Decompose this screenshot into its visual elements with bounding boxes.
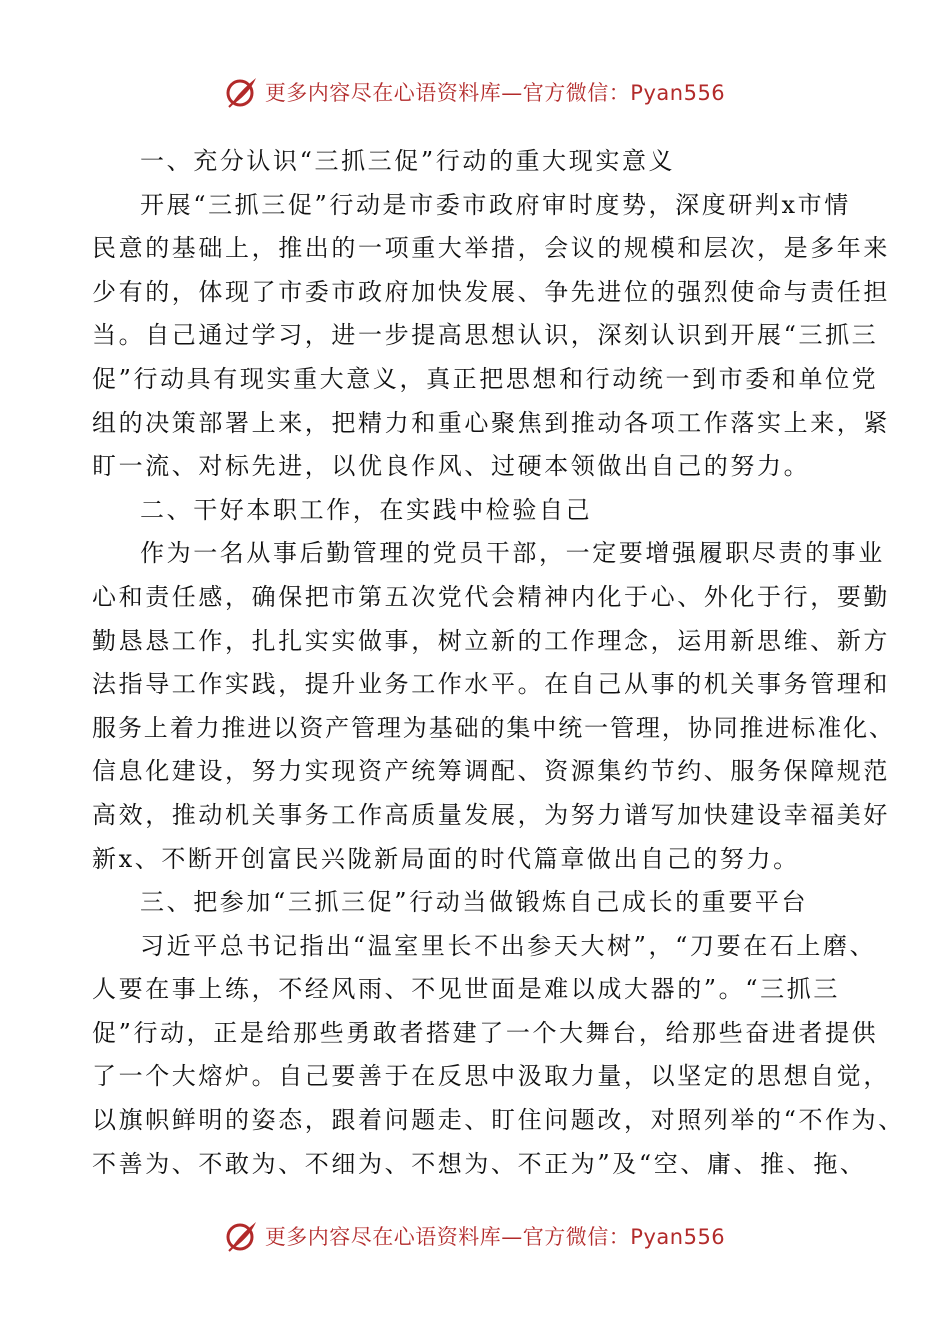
header-watermark: [0, 72, 950, 112]
text-line: 信息化建设，努力实现资产统筹调配、资源集约节约、服务保障规范: [92, 757, 890, 786]
text-line: 民意的基础上，推出的一项重大举措，会议的规模和层次，是多年来: [92, 234, 890, 263]
text-line: 勤恳恳工作，扎扎实实做事，树立新的工作理念，运用新思维、新方: [92, 626, 890, 655]
document-body: [92, 140, 905, 1186]
text-line: 开展“三抓三促”行动是市委市政府审时度势，深度研判x市情: [140, 190, 851, 219]
text-line: 法指导工作实践，提升业务工作水平。在自己从事的机关事务管理和: [92, 670, 890, 699]
text-line: 二、干好本职工作，在实践中检验自己: [140, 495, 593, 524]
text-line: 心和责任感，确保把市第五次党代会精神内化于心、外化于行，要勤: [92, 582, 890, 611]
watermark-text: 更多内容尽在心语资料库—官方微信：Pyan556: [264, 81, 726, 105]
quill-pen-logo-icon: [225, 1219, 259, 1253]
text-line: 新x、不断开创富民兴陇新局面的时代篇章做出自己的努力。: [92, 844, 800, 873]
text-line: 高效，推动机关事务工作高质量发展，为努力谱写加快建设幸福美好: [92, 800, 890, 829]
text-line: 组的决策部署上来，把精力和重心聚焦到推动各项工作落实上来，紧: [92, 408, 890, 437]
text-line: 促”行动具有现实重大意义，真正把思想和行动统一到市委和单位党: [92, 364, 879, 393]
text-line: 了一个大熔炉。自己要善于在反思中汲取力量，以坚定的思想自觉，: [92, 1062, 890, 1091]
text-line: 少有的，体现了市委市政府加快发展、争先进位的强烈使命与责任担: [92, 277, 890, 306]
text-line: 当。自己通过学习，进一步提高思想认识，深刻认识到开展“三抓三: [92, 321, 879, 350]
text-line: 盯一流、对标先进，以优良作风、过硬本领做出自己的努力。: [92, 452, 811, 481]
text-line: 习近平总书记指出“温室里长不出参天大树”，“刀要在石上磨、: [140, 931, 877, 960]
footer-watermark: [0, 1216, 950, 1256]
text-line: 促”行动，正是给那些勇敢者搭建了一个大舞台，给那些奋进者提供: [92, 1018, 879, 1047]
text-line: 三、把参加“三抓三促”行动当做锻炼自己成长的重要平台: [140, 888, 809, 917]
watermark-text: 更多内容尽在心语资料库—官方微信：Pyan556: [264, 1225, 726, 1249]
text-line: 不善为、不敢为、不细为、不想为、不正为”及“空、庸、推、拖、: [92, 1149, 867, 1178]
text-line: 服务上着力推进以资产管理为基础的集中统一管理，协同推进标准化、: [92, 713, 895, 742]
text-line: 以旗帜鲜明的姿态，跟着问题走、盯住问题改，对照列举的“不作为、: [92, 1106, 905, 1135]
text-line: 作为一名从事后勤管理的党员干部，一定要增强履职尽责的事业: [140, 539, 885, 568]
text-line: 一、充分认识“三抓三促”行动的重大现实意义: [140, 147, 676, 175]
quill-pen-logo-icon: [225, 75, 259, 109]
text-line: 人要在事上练，不经风雨、不见世面是难以成大器的”。“三抓三: [92, 975, 840, 1004]
